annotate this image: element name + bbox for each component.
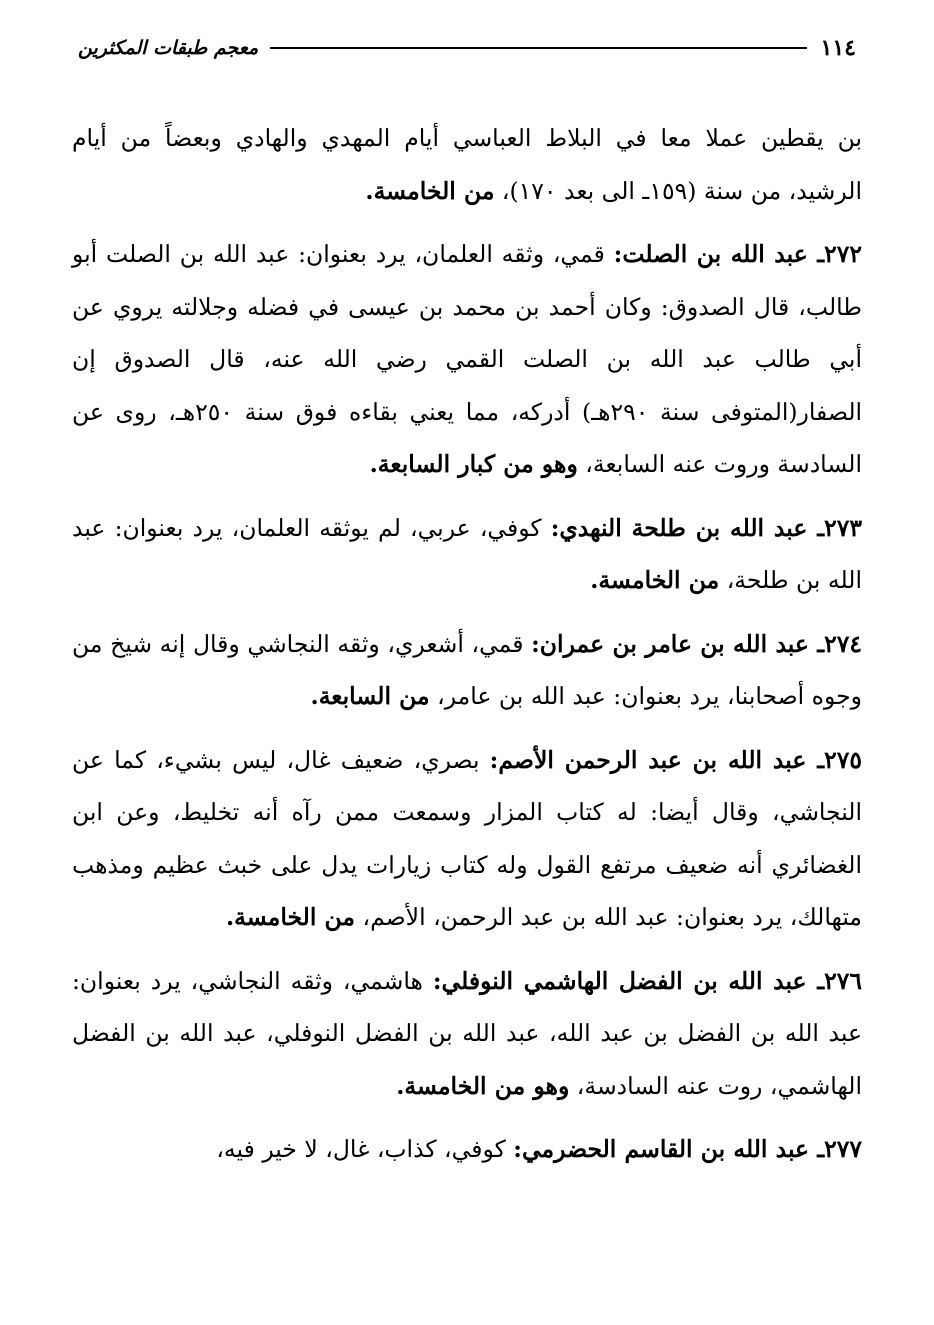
entry-273 bbox=[72, 502, 862, 607]
entry-272 bbox=[72, 228, 862, 491]
page-header bbox=[78, 30, 856, 66]
entry-text: هاشمي، وثقه النجاشي، يرد بعنوان: عبد الله بن الفضل بن عبد الله، عبد الله بن الفضل النوفلي، عبد الله بن الفضل الهاشمي، روت عنه السادسة، bbox=[72, 966, 862, 1100]
entry-275 bbox=[72, 734, 862, 944]
entry-heading: ٢٧٤ـ عبد الله بن عامر بن عمران: bbox=[531, 629, 862, 658]
tier-label: من السابعة. bbox=[310, 682, 430, 710]
tier-label: من الخامسة. bbox=[226, 903, 356, 931]
tier-label: وهو من كبار السابعة. bbox=[369, 450, 578, 478]
entry-text: قمي، أشعري، وثقه النجاشي وقال إنه شيخ من وجوه أصحابنا، يرد بعنوان: عبد الله بن عامر، bbox=[72, 629, 862, 710]
page-number: ١١٤ bbox=[820, 35, 856, 61]
entry-heading: ٢٧٧ـ عبد الله بن القاسم الحضرمي: bbox=[513, 1135, 862, 1163]
entry-heading: ٢٧٦ـ عبد الله بن الفضل الهاشمي النوفلي: bbox=[432, 966, 862, 995]
entry-276 bbox=[72, 955, 862, 1113]
tier-label: من الخامسة. bbox=[365, 176, 495, 205]
paragraph-text: بن يقطين عملا معا في البلاط العباسي أيام المهدي والهادي وبعضاً من أيام الرشيد، من سنة (١٥٩ـ الى بعد ١٧٠)، bbox=[72, 124, 862, 205]
running-title: معجم طبقات المكثرين bbox=[78, 37, 259, 59]
intro-paragraph bbox=[72, 112, 862, 217]
page-body bbox=[72, 112, 862, 1187]
entry-text: كوفي، عربي، لم يوثقه العلمان، يرد بعنوان: عبد الله بن طلحة، bbox=[72, 513, 862, 594]
tier-label: من الخامسة. bbox=[590, 566, 720, 594]
entry-heading: ٢٧٥ـ عبد الله بن عبد الرحمن الأصم: bbox=[489, 745, 862, 774]
header-rule bbox=[270, 47, 806, 49]
entry-heading: ٢٧٣ـ عبد الله بن طلحة النهدي: bbox=[550, 513, 862, 542]
tier-label: وهو من الخامسة. bbox=[396, 1071, 570, 1100]
entry-text: بصري، ضعيف غال، ليس بشيء، كما عن النجاشي، وقال أيضا: له كتاب المزار وسمعت ممن رآه أنه تخليط، وعن ابن الغضائري أنه ضعيف مرتفع القول وله كتاب زيارات يدل على خبث عظيم ومذهب متهالك، يرد بعنوان: عبد الله بن عبد الرحمن، الأصم، bbox=[72, 745, 862, 931]
entry-heading: ٢٧٢ـ عبد الله بن الصلت: bbox=[613, 240, 862, 268]
entry-277 bbox=[72, 1123, 862, 1176]
entry-text: قمي، وثقه العلمان، يرد بعنوان: عبد الله بن الصلت أبو طالب، قال الصدوق: وكان أحمد بن محمد بن عيسى في فضله وجلالته يروي عن أبي طالب عبد الله بن الصلت القمي رضي الله عنه، قال الصدوق إن الصفار(المتوفى سنة ٢٩٠هـ) أدركه، مما يعني بقاءه فوق سنة ٢٥٠هـ، روى عن السادسة وروت عنه السابعة، bbox=[72, 240, 863, 478]
entry-text: كوفي، كذاب، غال، لا خير فيه، bbox=[216, 1135, 514, 1163]
entry-274 bbox=[72, 618, 862, 723]
